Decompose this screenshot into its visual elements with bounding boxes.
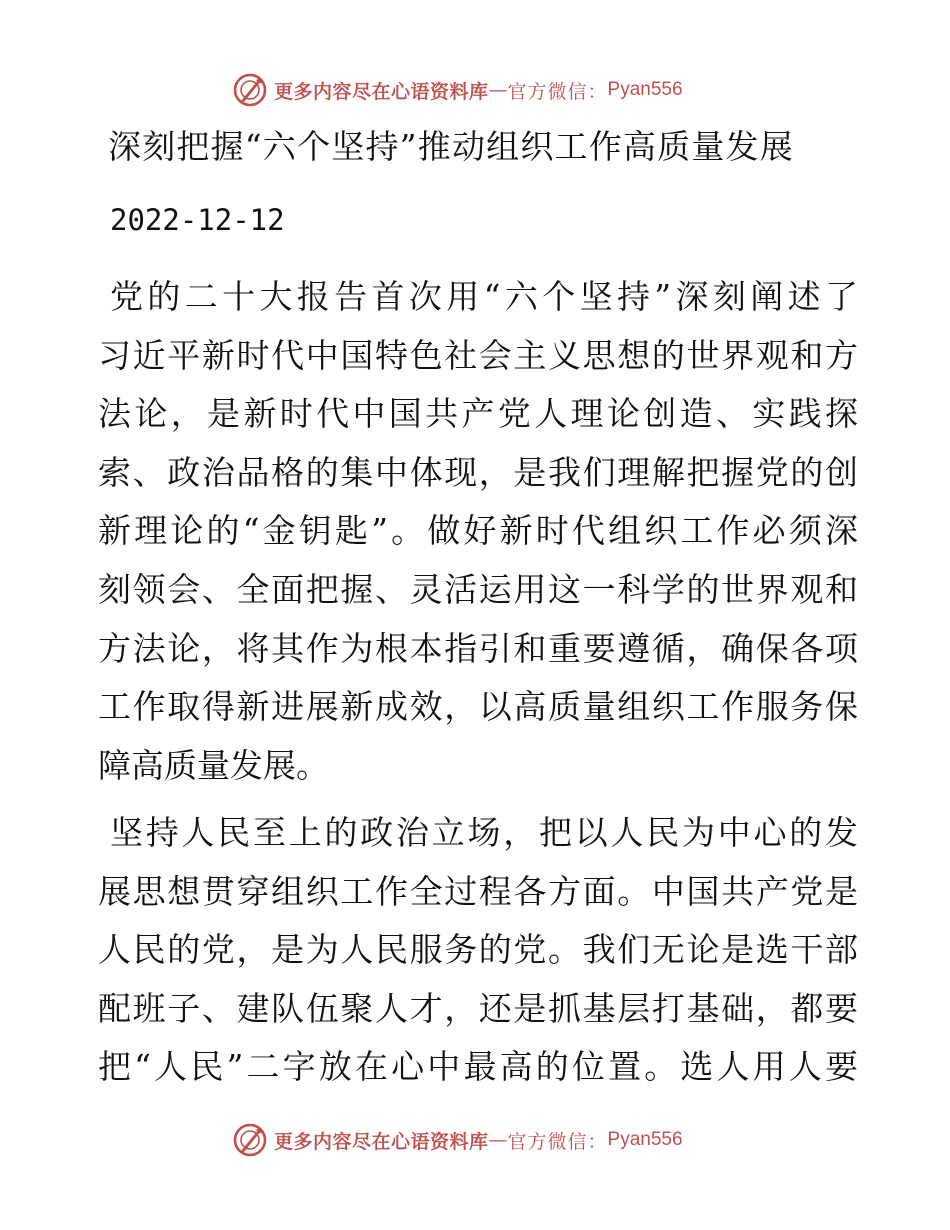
paragraph-line: 工作取得新进展新成效，以高质量组织工作服务保 [98,687,858,727]
watermark-official-label: 官方微信： [507,80,608,103]
watermark-dash: — [488,79,508,101]
paragraph-line: 刻领会、全面把握、灵活运用这一科学的世界观和 [98,569,858,609]
paragraph-line: 索、政治品格的集中体现，是我们理解把握党的创 [98,452,858,492]
watermark-wechat-id: Pyan556 [607,79,683,100]
article-date: 2022-12-12 [110,203,285,237]
article-title: 深刻把握“六个坚持”推动组织工作高质量发展 [108,127,794,166]
paragraph-line: 党的二十大报告首次用“六个坚持”深刻阐述了 [110,277,858,316]
watermark-dash: — [488,1129,508,1151]
watermark-official-label: 官方微信： [507,1130,608,1153]
watermark-brand-text: 更多内容尽在心语资料库 [274,1130,489,1153]
paragraph-line: 配班子、建队伍聚人才，还是抓基层打基础，都要 [98,988,858,1028]
paragraph-line: 新理论的“金钥匙”。做好新时代组织工作必须深 [98,511,858,551]
paragraph-line: 法论，是新时代中国共产党人理论创造、实践探 [98,394,858,434]
quill-pen-logo-icon [232,72,268,108]
quill-pen-logo-icon [232,1122,268,1158]
paragraph-line: 方法论，将其作为根本指引和重要遵循，确保各项 [98,628,858,668]
article-paragraph-2 [98,804,858,1097]
header-watermark-banner [232,70,683,110]
paragraph-line: 坚持人民至上的政治立场，把以人民为中心的发 [110,813,858,852]
paragraph-line: 展思想贯穿组织工作全过程各方面。中国共产党是 [98,871,858,911]
paragraph-line: 习近平新时代中国特色社会主义思想的世界观和方 [98,335,858,375]
watermark-wechat-id: Pyan556 [607,1129,683,1150]
paragraph-line: 障高质量发展。 [98,745,329,785]
watermark-brand-text: 更多内容尽在心语资料库 [274,80,489,103]
footer-watermark-banner [232,1120,683,1160]
article-paragraph-1 [98,268,858,795]
paragraph-line: 把“人民”二字放在心中最高的位置。选人用人要 [98,1047,858,1087]
paragraph-line: 人民的党，是为人民服务的党。我们无论是选干部 [98,930,858,970]
